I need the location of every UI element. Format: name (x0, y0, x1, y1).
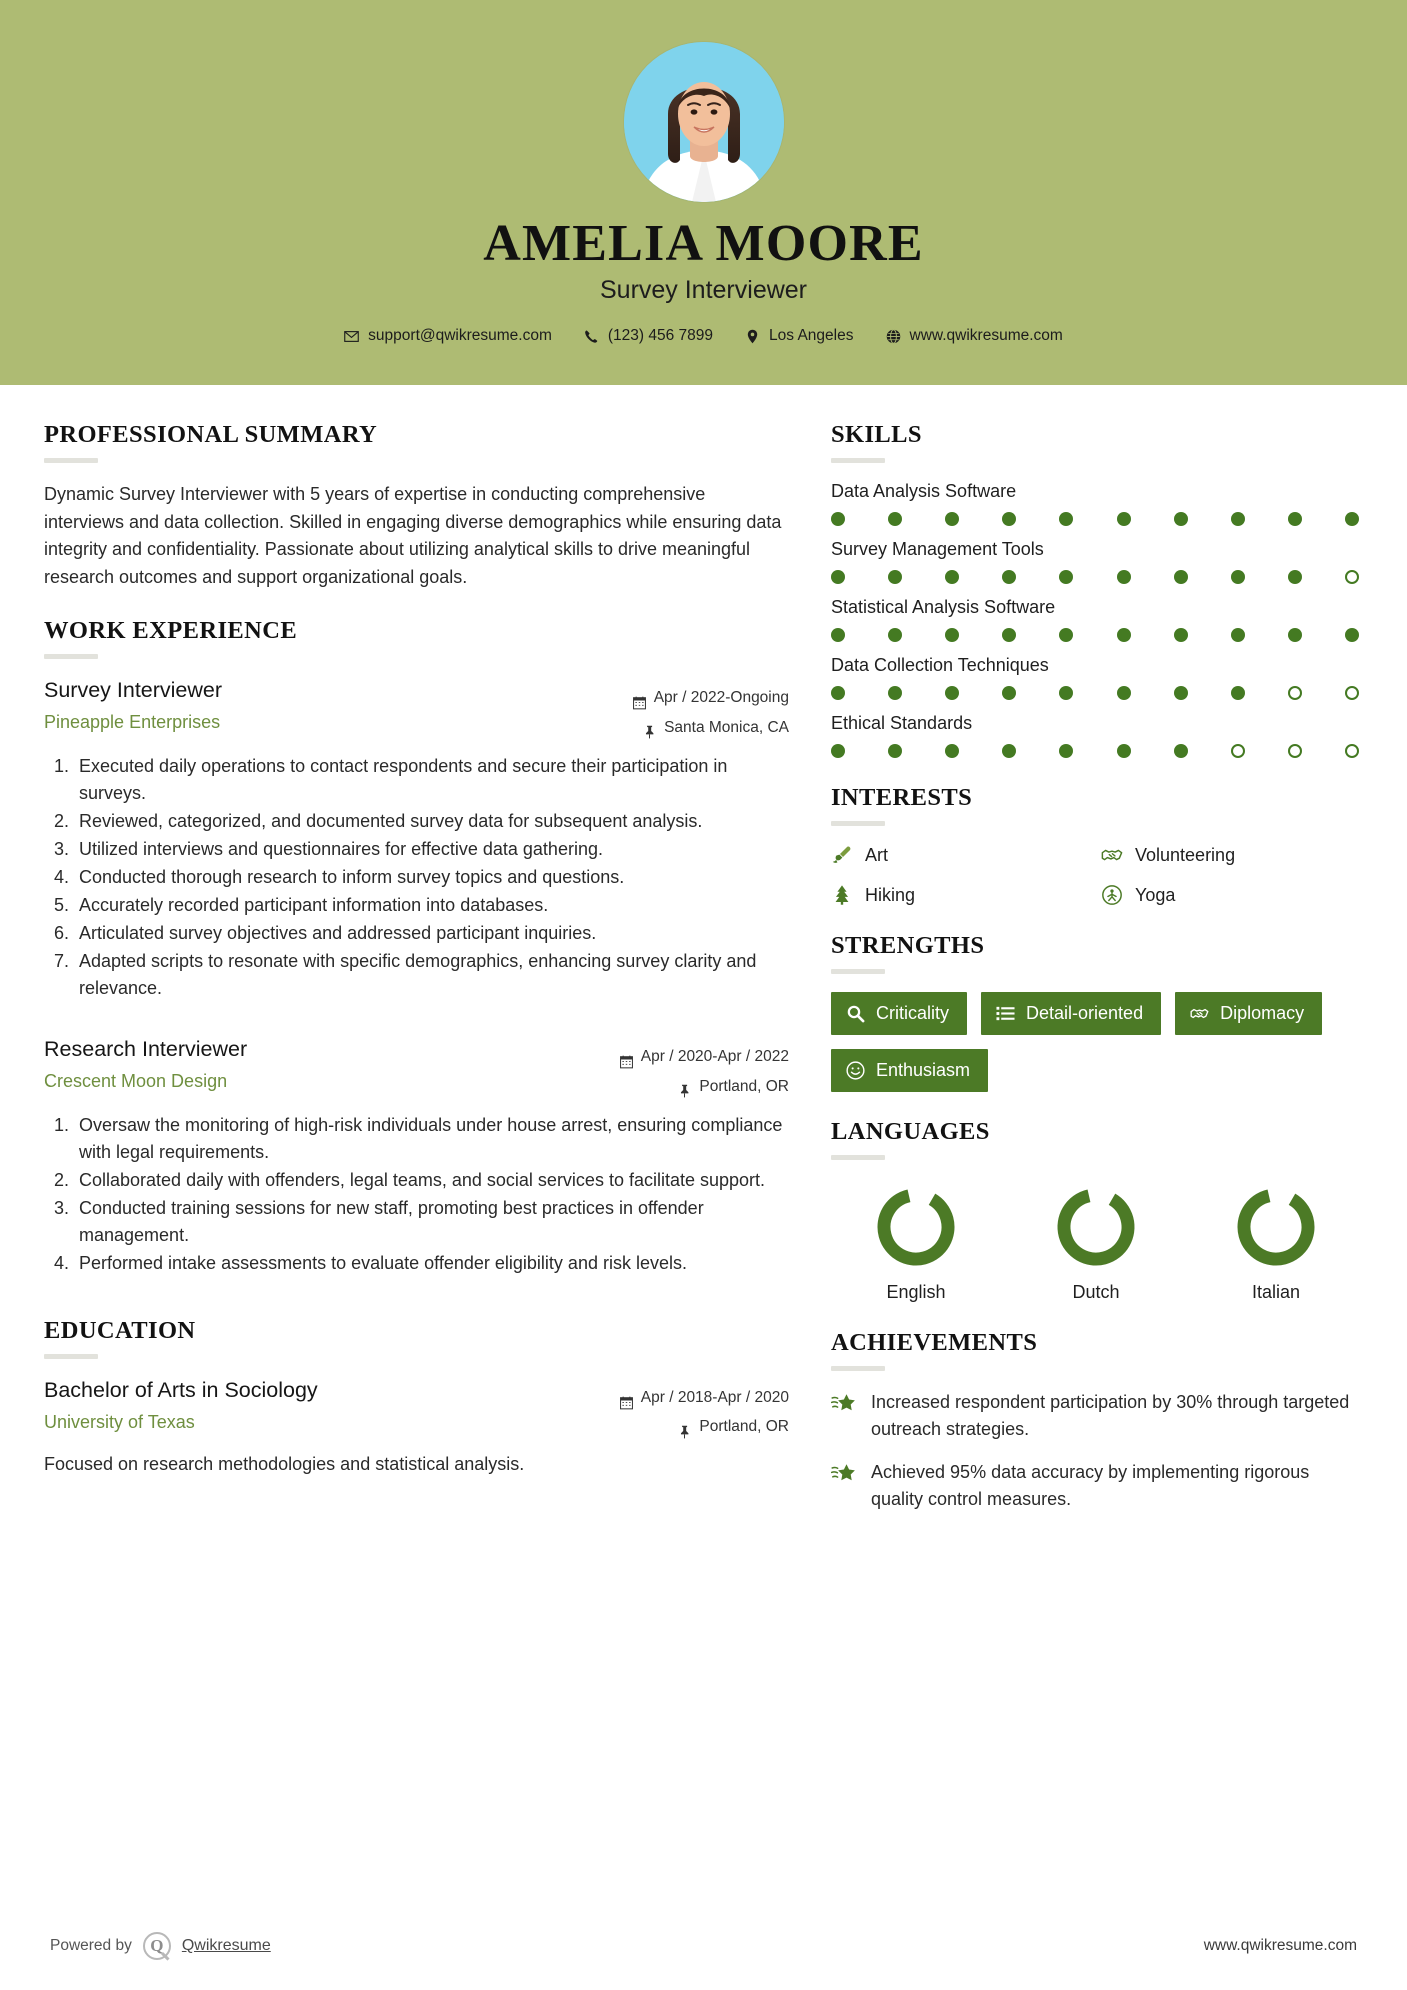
shooting-star-icon (831, 1461, 857, 1487)
shooting-star-icon (831, 1391, 857, 1417)
contact-website-text: www.qwikresume.com (909, 327, 1063, 345)
skill-dot-filled (1059, 512, 1073, 526)
list-item: 2. Reviewed, categorized, and documented survey data for subsequent analysis. (74, 808, 789, 835)
section-languages (831, 1118, 1361, 1303)
location-pin-icon (745, 329, 760, 344)
contact-location[interactable] (745, 327, 853, 345)
education-entry (44, 1377, 789, 1478)
interest-item-yoga (1101, 884, 1361, 906)
skill-dot-filled (888, 570, 902, 584)
strength-label: Enthusiasm (876, 1060, 971, 1081)
smiley-icon (846, 1061, 865, 1080)
language-item-english (841, 1184, 991, 1303)
experience-location-text: Santa Monica, CA (664, 718, 789, 736)
yoga-circle-icon (1101, 884, 1123, 906)
achievement-text: Achieved 95% data accuracy by implementing rigorous quality control measures. (871, 1462, 1310, 1510)
section-divider (831, 1155, 885, 1160)
skill-label: Data Analysis Software (831, 481, 1017, 502)
skill-dot-filled (831, 628, 845, 642)
list-item: 4. Conducted thorough research to inform survey topics and questions. (74, 864, 789, 891)
globe-icon (886, 329, 901, 344)
skill-dot-filled (831, 744, 845, 758)
skill-item (831, 481, 1361, 526)
footer-url[interactable]: www.qwikresume.com (1203, 1937, 1357, 1954)
skill-dot-filled (1174, 686, 1188, 700)
language-item-italian (1201, 1184, 1351, 1303)
language-label: Italian (1251, 1282, 1301, 1303)
skill-dot-filled (1174, 628, 1188, 642)
skill-dot-filled (888, 628, 902, 642)
pushpin-icon (678, 1079, 691, 1093)
section-interests (831, 784, 1361, 906)
experience-heading: WORK EXPERIENCE (44, 617, 298, 645)
section-divider (44, 1354, 98, 1359)
language-donut (1233, 1184, 1319, 1270)
skill-dot-filled (945, 512, 959, 526)
experience-location (620, 1072, 789, 1101)
skill-label: Statistical Analysis Software (831, 597, 1056, 618)
section-work-experience (44, 617, 789, 1277)
calendar-icon (620, 1050, 633, 1064)
list-item: 2. Collaborated daily with offenders, legal teams, and social services to facilitate support. (74, 1167, 789, 1194)
list-item: 1. Oversaw the monitoring of high-risk individuals under house arrest, ensuring compliance with legal requirements. (74, 1112, 789, 1166)
contact-phone[interactable] (584, 327, 713, 345)
experience-date (620, 1042, 789, 1071)
left-column (44, 421, 789, 1504)
interest-label: Yoga (1135, 884, 1176, 905)
list-item: 6. Articulated survey objectives and addressed participant inquiries. (74, 920, 789, 947)
experience-entry (44, 1036, 789, 1277)
skill-dot-filled (1059, 570, 1073, 584)
contact-email[interactable] (344, 327, 552, 345)
skill-dot-filled (831, 570, 845, 584)
education-location-text: Portland, OR (699, 1418, 789, 1436)
education-institution: University of Texas (44, 1411, 195, 1432)
skill-dot-filled (1002, 744, 1016, 758)
language-donut (873, 1184, 959, 1270)
experience-location (633, 713, 789, 742)
strength-label: Diplomacy (1220, 1003, 1305, 1024)
experience-entry (44, 677, 789, 1002)
strength-badge-criticality (831, 992, 967, 1035)
experience-date-text: Apr / 2022-Ongoing (653, 689, 789, 707)
skill-dot-filled (1059, 686, 1073, 700)
header-job-title: Survey Interviewer (599, 276, 808, 305)
contact-email-text: support@qwikresume.com (368, 327, 552, 345)
brand-link[interactable]: Qwikresume (181, 1937, 271, 1954)
calendar-icon (620, 1391, 633, 1405)
skill-dot-filled (1002, 628, 1016, 642)
achievement-item (831, 1459, 1361, 1512)
achievements-heading: ACHIEVEMENTS (831, 1329, 1038, 1357)
languages-heading: LANGUAGES (831, 1118, 990, 1146)
section-professional-summary (44, 421, 789, 591)
strength-label: Detail-oriented (1026, 1003, 1144, 1024)
education-date-text: Apr / 2018-Apr / 2020 (640, 1389, 789, 1407)
interest-label: Volunteering (1135, 844, 1236, 865)
resume-body (0, 385, 1407, 1906)
skill-label: Data Collection Techniques (831, 655, 1049, 676)
skill-dot-filled (1002, 686, 1016, 700)
skill-dot-empty (1345, 686, 1359, 700)
skill-dot-filled (1117, 512, 1131, 526)
education-location (620, 1412, 789, 1441)
skill-dot-filled (1059, 744, 1073, 758)
skill-dot-filled (945, 744, 959, 758)
envelope-icon (344, 329, 359, 344)
skill-dot-filled (1288, 628, 1302, 642)
section-divider (44, 458, 98, 463)
language-item-dutch (1021, 1184, 1171, 1303)
contact-website[interactable] (886, 327, 1063, 345)
skill-dot-filled (1117, 744, 1131, 758)
skill-dot-filled (945, 570, 959, 584)
section-skills (831, 421, 1361, 758)
skill-dot-filled (945, 628, 959, 642)
contact-bar (0, 327, 1407, 345)
experience-location-text: Portland, OR (699, 1077, 789, 1095)
strengths-list (831, 992, 1361, 1092)
skill-dot-filled (1231, 628, 1245, 642)
experience-role: Research Interviewer (44, 1037, 248, 1062)
skill-item (831, 539, 1361, 584)
interest-label: Art (865, 844, 889, 865)
paintbrush-icon (831, 844, 853, 866)
handshake-icon (1101, 844, 1123, 866)
education-date (620, 1383, 789, 1412)
profile-photo-illustration (624, 42, 784, 202)
skill-dot-filled (1288, 570, 1302, 584)
achievement-text: Increased respondent participation by 30% through targeted outreach strategies. (871, 1392, 1350, 1439)
skill-dot-empty (1231, 744, 1245, 758)
list-icon (996, 1004, 1015, 1023)
interest-item-art (831, 844, 1091, 866)
skill-dot-filled (1059, 628, 1073, 642)
skill-dot-filled (888, 512, 902, 526)
section-education (44, 1317, 789, 1478)
list-item: 4. Performed intake assessments to evaluate offender eligibility and risk levels. (74, 1250, 789, 1277)
pine-tree-icon (831, 884, 853, 906)
skill-rating (831, 628, 1361, 642)
handshake-icon (1190, 1004, 1209, 1023)
section-divider (831, 969, 885, 974)
skill-dot-filled (888, 686, 902, 700)
skill-dot-filled (1174, 570, 1188, 584)
skill-dot-filled (1002, 512, 1016, 526)
education-degree: Bachelor of Arts in Sociology (44, 1378, 318, 1403)
section-achievements (831, 1329, 1361, 1513)
skill-dot-filled (1345, 512, 1359, 526)
experience-bullets (44, 1112, 789, 1277)
pushpin-icon (643, 720, 656, 734)
experience-role: Survey Interviewer (44, 678, 223, 703)
calendar-icon (633, 691, 646, 705)
education-heading: EDUCATION (44, 1317, 196, 1345)
education-description: Focused on research methodologies and statistical analysis. (44, 1453, 525, 1474)
interest-item-volunteering (1101, 844, 1361, 866)
skill-dot-filled (1231, 686, 1245, 700)
experience-date (633, 683, 789, 712)
skill-dot-filled (1174, 512, 1188, 526)
skill-dot-empty (1288, 686, 1302, 700)
skill-item (831, 655, 1361, 700)
section-divider (831, 458, 885, 463)
language-donut (1053, 1184, 1139, 1270)
skill-dot-filled (1117, 628, 1131, 642)
strength-label: Criticality (876, 1003, 950, 1024)
experience-date-text: Apr / 2020-Apr / 2022 (640, 1048, 789, 1066)
interest-item-hiking (831, 884, 1091, 906)
list-item: 5. Accurately recorded participant information into databases. (74, 892, 789, 919)
skill-dot-filled (945, 686, 959, 700)
strengths-heading: STRENGTHS (831, 932, 985, 960)
skill-item (831, 597, 1361, 642)
skill-label: Ethical Standards (831, 713, 973, 734)
resume-header (0, 0, 1407, 385)
phone-icon (584, 329, 599, 344)
interest-label: Hiking (865, 884, 916, 905)
experience-organization: Pineapple Enterprises (44, 712, 221, 733)
qwikresume-logo-icon: Q (143, 1932, 171, 1960)
skill-label: Survey Management Tools (831, 539, 1044, 560)
skill-rating (831, 686, 1361, 700)
skill-dot-empty (1288, 744, 1302, 758)
skill-dot-empty (1345, 570, 1359, 584)
skill-dot-filled (888, 744, 902, 758)
language-label: Dutch (1072, 1282, 1120, 1303)
experience-organization: Crescent Moon Design (44, 1071, 228, 1092)
language-label: English (886, 1282, 946, 1303)
skill-dot-filled (1288, 512, 1302, 526)
list-item: 7. Adapted scripts to resonate with specific demographics, enhancing survey clarity and relevance. (74, 948, 789, 1002)
achievement-item (831, 1389, 1361, 1442)
skill-dot-filled (831, 686, 845, 700)
right-column (831, 421, 1361, 1539)
section-divider (831, 821, 885, 826)
list-item: 1. Executed daily operations to contact respondents and secure their participation in surveys. (74, 753, 789, 807)
avatar (624, 42, 784, 202)
strength-badge-detail-oriented (981, 992, 1161, 1035)
skill-rating (831, 744, 1361, 758)
magnifier-icon (846, 1004, 865, 1023)
interests-list (831, 844, 1361, 906)
interests-heading: INTERESTS (831, 784, 973, 812)
contact-location-text: Los Angeles (769, 327, 854, 345)
skill-dot-filled (1345, 628, 1359, 642)
powered-by-block (50, 1932, 271, 1960)
languages-list (831, 1178, 1361, 1303)
resume-footer (0, 1906, 1407, 1990)
strength-badge-diplomacy (1175, 992, 1322, 1035)
experience-bullets (44, 753, 789, 1002)
section-divider (831, 1366, 885, 1371)
skills-heading: SKILLS (831, 421, 922, 449)
skill-rating (831, 512, 1361, 526)
section-divider (44, 654, 98, 659)
page-title: AMELIA MOORE (483, 215, 924, 272)
strength-badge-enthusiasm (831, 1049, 988, 1092)
section-strengths (831, 932, 1361, 1092)
skill-dot-filled (1231, 512, 1245, 526)
list-item: 3. Utilized interviews and questionnaires for effective data gathering. (74, 836, 789, 863)
skill-dot-filled (1231, 570, 1245, 584)
skill-rating (831, 570, 1361, 584)
skill-dot-filled (831, 512, 845, 526)
list-item: 3. Conducted training sessions for new staff, promoting best practices in offender management. (74, 1195, 789, 1249)
contact-phone-text: (123) 456 7899 (607, 327, 714, 345)
powered-by-label: Powered by (50, 1937, 132, 1954)
skill-dot-filled (1117, 686, 1131, 700)
skill-dot-filled (1117, 570, 1131, 584)
pushpin-icon (678, 1420, 691, 1434)
summary-text: Dynamic Survey Interviewer with 5 years of expertise in conducting comprehensive interviews and data collection. Skilled in engaging diverse demographics while ensuring data integrity and confidentiality. Passionate about utilizing analytical skills to drive meaningful research outcomes and support organizational goals. (44, 484, 782, 587)
skill-dot-filled (1174, 744, 1188, 758)
skill-item (831, 713, 1361, 758)
skill-dot-empty (1345, 744, 1359, 758)
skill-dot-filled (1002, 570, 1016, 584)
summary-heading: PROFESSIONAL SUMMARY (44, 421, 378, 449)
